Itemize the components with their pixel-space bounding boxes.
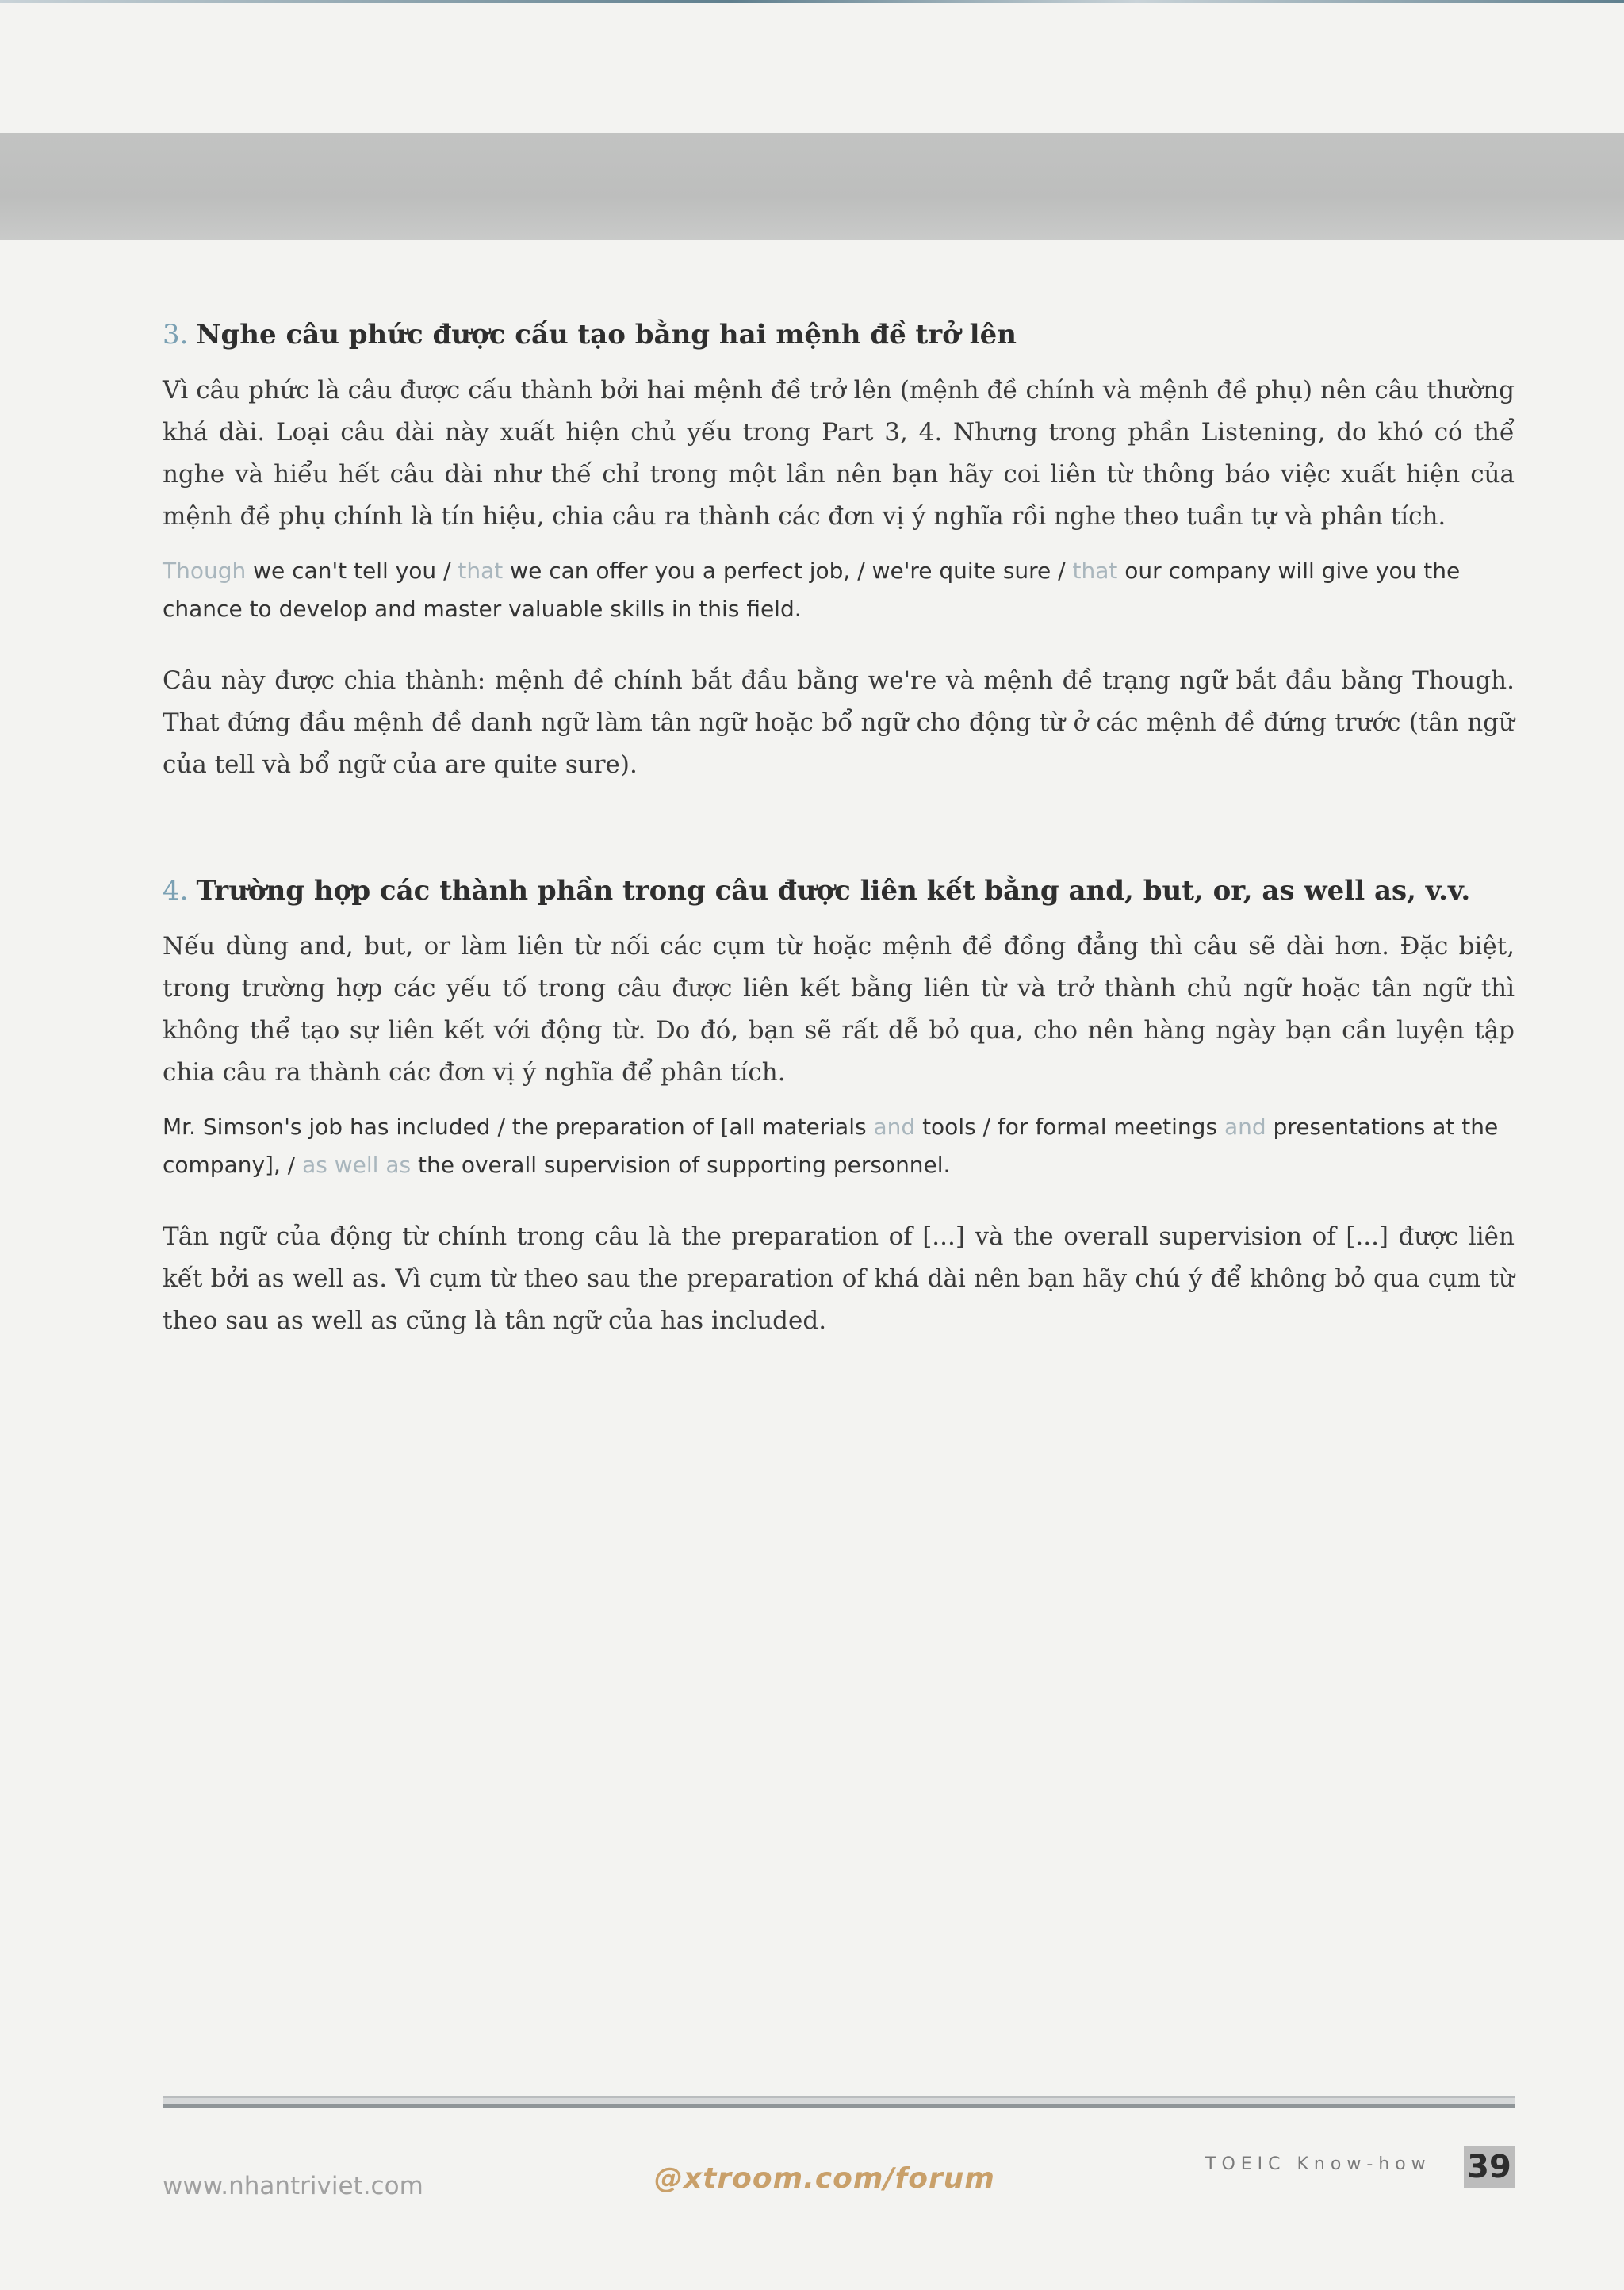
section-heading xyxy=(163,873,1515,908)
example-text: tools / for formal meetings xyxy=(915,1114,1224,1141)
example-text: we can offer you a perfect job, / we're quite sure / xyxy=(503,558,1073,585)
section-intro: Vì câu phức là câu được cấu thành bởi hai mệnh đề trở lên (mệnh đề chính và mệnh đề phụ) nên câu thường khá dài. Loại câu dài này xuất hiện chủ yếu trong Part 3, 4. Nhưng trong phần Listening, do khó có thể nghe và hiểu hết câu dài như thế chỉ trong một lần nên bạn hãy coi liên từ thông báo việc xuất hiện của mệnh đề phụ chính là tín hiệu, chia câu ra thành các đơn vị ý nghĩa rồi nghe theo tuần tự và phân tích. xyxy=(163,376,1515,531)
section-4 xyxy=(163,873,1515,1342)
section-title: Trường hợp các thành phần trong câu được liên kết bằng and, but, or, as well as, v.v. xyxy=(196,875,1471,907)
example-sentence xyxy=(163,552,1515,628)
page-number: 39 xyxy=(1464,2146,1515,2188)
section-number: 4. xyxy=(163,875,189,907)
example-text: the overall supervision of supporting personnel. xyxy=(411,1152,951,1179)
footer-url: www.nhantriviet.com xyxy=(163,2172,423,2200)
example-text: our company will give you the chance to develop and master valuable skills in this field. xyxy=(163,558,1461,623)
conjunction-marker: that xyxy=(1072,558,1118,585)
page-content xyxy=(163,317,1515,1342)
section-intro: Nếu dùng and, but, or làm liên từ nối các cụm từ hoặc mệnh đề đồng đẳng thì câu sẽ dài hơn. Đặc biệt, trong trường hợp các yếu tố trong câu được liên kết bằng liên từ và trở thành chủ ngữ hoặc tân ngữ thì không thể tạo sự liên kết với động từ. Do đó, bạn sẽ rất dễ bỏ qua, cho nên hàng ngày bạn cần luyện tập chia câu ra thành các đơn vị ý nghĩa để phân tích. xyxy=(163,932,1515,1087)
example-text: Mr. Simson's job has included / the preparation of [all materials xyxy=(163,1114,874,1141)
header-band xyxy=(0,133,1624,240)
example-sentence xyxy=(163,1108,1515,1184)
section-heading xyxy=(163,317,1515,352)
section-explanation: Câu này được chia thành: mệnh đề chính bắt đầu bằng we're và mệnh đề trạng ngữ bắt đầu bằng Though. That đứng đầu mệnh đề danh ngữ làm tân ngữ hoặc bổ ngữ cho động từ ở các mệnh đề đứng trước (tân ngữ của tell và bổ ngữ của are quite sure). xyxy=(163,666,1515,780)
section-3 xyxy=(163,317,1515,786)
conjunction-marker: that xyxy=(458,558,504,585)
top-accent-line xyxy=(0,0,1624,3)
example-text: presentations at the company], / xyxy=(163,1114,1499,1179)
conjunction-marker: Though xyxy=(163,558,247,585)
conjunction-marker: and xyxy=(1224,1114,1266,1141)
footer-divider xyxy=(163,2096,1515,2108)
conjunction-marker: as well as xyxy=(302,1152,412,1179)
section-number: 3. xyxy=(163,319,189,351)
footer-watermark: @xtroom.com/forum xyxy=(654,2162,995,2195)
footer-brand: TOEIC Know-how xyxy=(1205,2154,1431,2174)
conjunction-marker: and xyxy=(873,1114,916,1141)
example-text: we can't tell you / xyxy=(246,558,458,585)
section-explanation: Tân ngữ của động từ chính trong câu là the preparation of [...] và the overall supervision of [...] được liên kết bởi as well as. Vì cụm từ theo sau the preparation of khá dài nên bạn hãy chú ý để không bỏ qua cụm từ theo sau as well as cũng là tân ngữ của has included. xyxy=(163,1222,1515,1336)
section-title: Nghe câu phức được cấu tạo bằng hai mệnh đề trở lên xyxy=(196,319,1017,351)
